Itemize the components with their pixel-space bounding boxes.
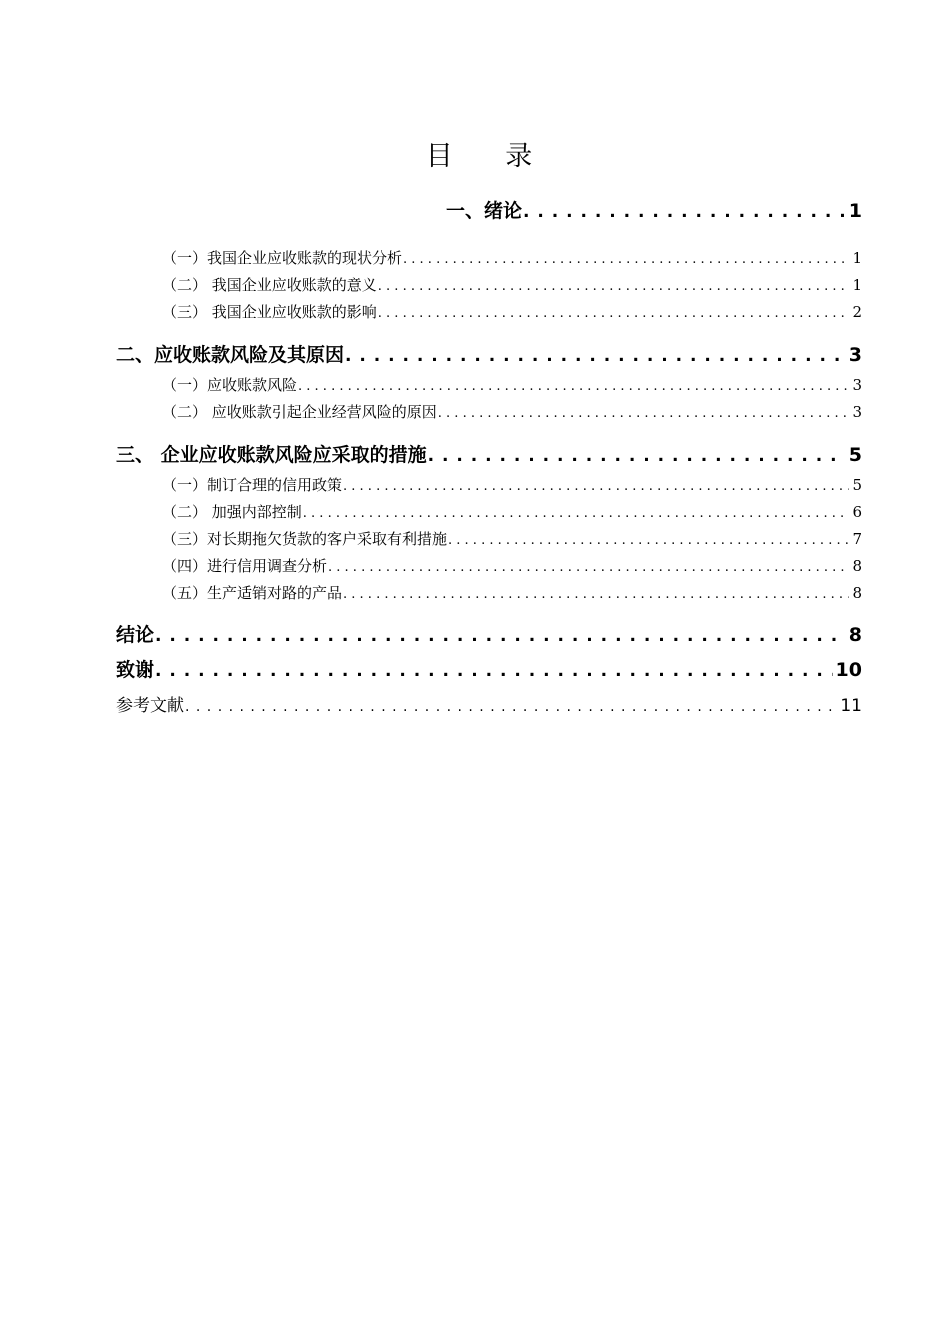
- toc-entry-3-5[interactable]: [162, 582, 862, 603]
- toc-entry-page: 1: [852, 249, 862, 267]
- toc-entry-page: 8: [852, 584, 862, 602]
- toc-entry-page: 7: [852, 530, 862, 548]
- toc-entry-page: 8: [848, 624, 862, 646]
- toc-entry-label: （一）制订合理的信用政策: [162, 476, 343, 494]
- toc-entry-page: 3: [848, 344, 862, 366]
- leader-dots: [328, 560, 849, 575]
- toc-entry-label: （四）进行信用调查分析: [162, 557, 328, 575]
- toc-entry-2-2[interactable]: [162, 401, 862, 422]
- toc-entry-chapter-2[interactable]: [116, 340, 862, 367]
- toc-entry-page: 11: [840, 696, 862, 716]
- leader-dots: [403, 252, 849, 267]
- leader-dots: [185, 699, 837, 715]
- leader-dots: [438, 406, 850, 421]
- toc-entry-conclusion[interactable]: [116, 620, 862, 647]
- toc-entry-page: 8: [852, 557, 862, 575]
- toc-entry-page: 6: [852, 503, 862, 521]
- toc-entry-references[interactable]: [116, 691, 862, 716]
- leader-dots: [343, 587, 849, 602]
- leader-dots: [155, 626, 846, 646]
- toc-entry-label: 一、绪论: [446, 200, 523, 222]
- toc-entry-label: （五）生产适销对路的产品: [162, 584, 343, 602]
- toc-entry-label: （一）我国企业应收账款的现状分析: [162, 249, 403, 267]
- leader-dots: [523, 202, 846, 222]
- toc-entry-1-2[interactable]: [162, 274, 862, 295]
- leader-dots: [298, 379, 849, 394]
- toc-entry-label: （二） 加强内部控制: [162, 503, 302, 521]
- toc-title: 目 录: [425, 141, 555, 172]
- toc-entry-label: （二） 我国企业应收账款的意义: [162, 276, 377, 294]
- toc-entry-label: 三、 企业应收账款风险应采取的措施: [116, 444, 427, 466]
- toc-entry-page: 2: [852, 303, 862, 321]
- toc-entry-page: 1: [852, 276, 862, 294]
- toc-entry-label: （二） 应收账款引起企业经营风险的原因: [162, 403, 437, 421]
- toc-entry-page: 3: [852, 403, 862, 421]
- toc-entry-page: 5: [848, 444, 862, 466]
- leader-dots: [303, 506, 850, 521]
- leader-dots: [378, 279, 850, 294]
- leader-dots: [343, 479, 849, 494]
- toc-entry-label: 致谢: [116, 659, 155, 681]
- toc-entry-3-2[interactable]: [162, 501, 862, 522]
- toc-entry-label: （三） 我国企业应收账款的影响: [162, 303, 377, 321]
- toc-entry-1-3[interactable]: [162, 301, 862, 322]
- leader-dots: [378, 306, 850, 321]
- leader-dots: [428, 446, 846, 466]
- toc-entry-page: 10: [835, 659, 862, 681]
- leader-dots: [155, 661, 833, 681]
- leader-dots: [345, 346, 846, 366]
- toc-entry-label: 参考文献: [116, 696, 184, 716]
- toc-entry-acknowledgements[interactable]: [116, 655, 862, 682]
- toc-entry-3-1[interactable]: [162, 474, 862, 495]
- toc-entry-label: （三）对长期拖欠货款的客户采取有利措施: [162, 530, 448, 548]
- toc-entry-2-1[interactable]: [162, 374, 862, 395]
- toc-entry-page: 1: [848, 200, 862, 222]
- toc-entry-label: 二、应收账款风险及其原因: [116, 344, 345, 366]
- toc-entry-intro[interactable]: [446, 196, 862, 223]
- toc-entry-label: 结论: [116, 624, 155, 646]
- toc-entry-1-1[interactable]: [162, 247, 862, 268]
- toc-entry-page: 3: [852, 376, 862, 394]
- leader-dots: [448, 533, 849, 548]
- toc-entry-page: 5: [852, 476, 862, 494]
- toc-entry-3-4[interactable]: [162, 555, 862, 576]
- toc-entry-chapter-3[interactable]: [116, 440, 862, 467]
- toc-entry-label: （一）应收账款风险: [162, 376, 298, 394]
- toc-entry-3-3[interactable]: [162, 528, 862, 549]
